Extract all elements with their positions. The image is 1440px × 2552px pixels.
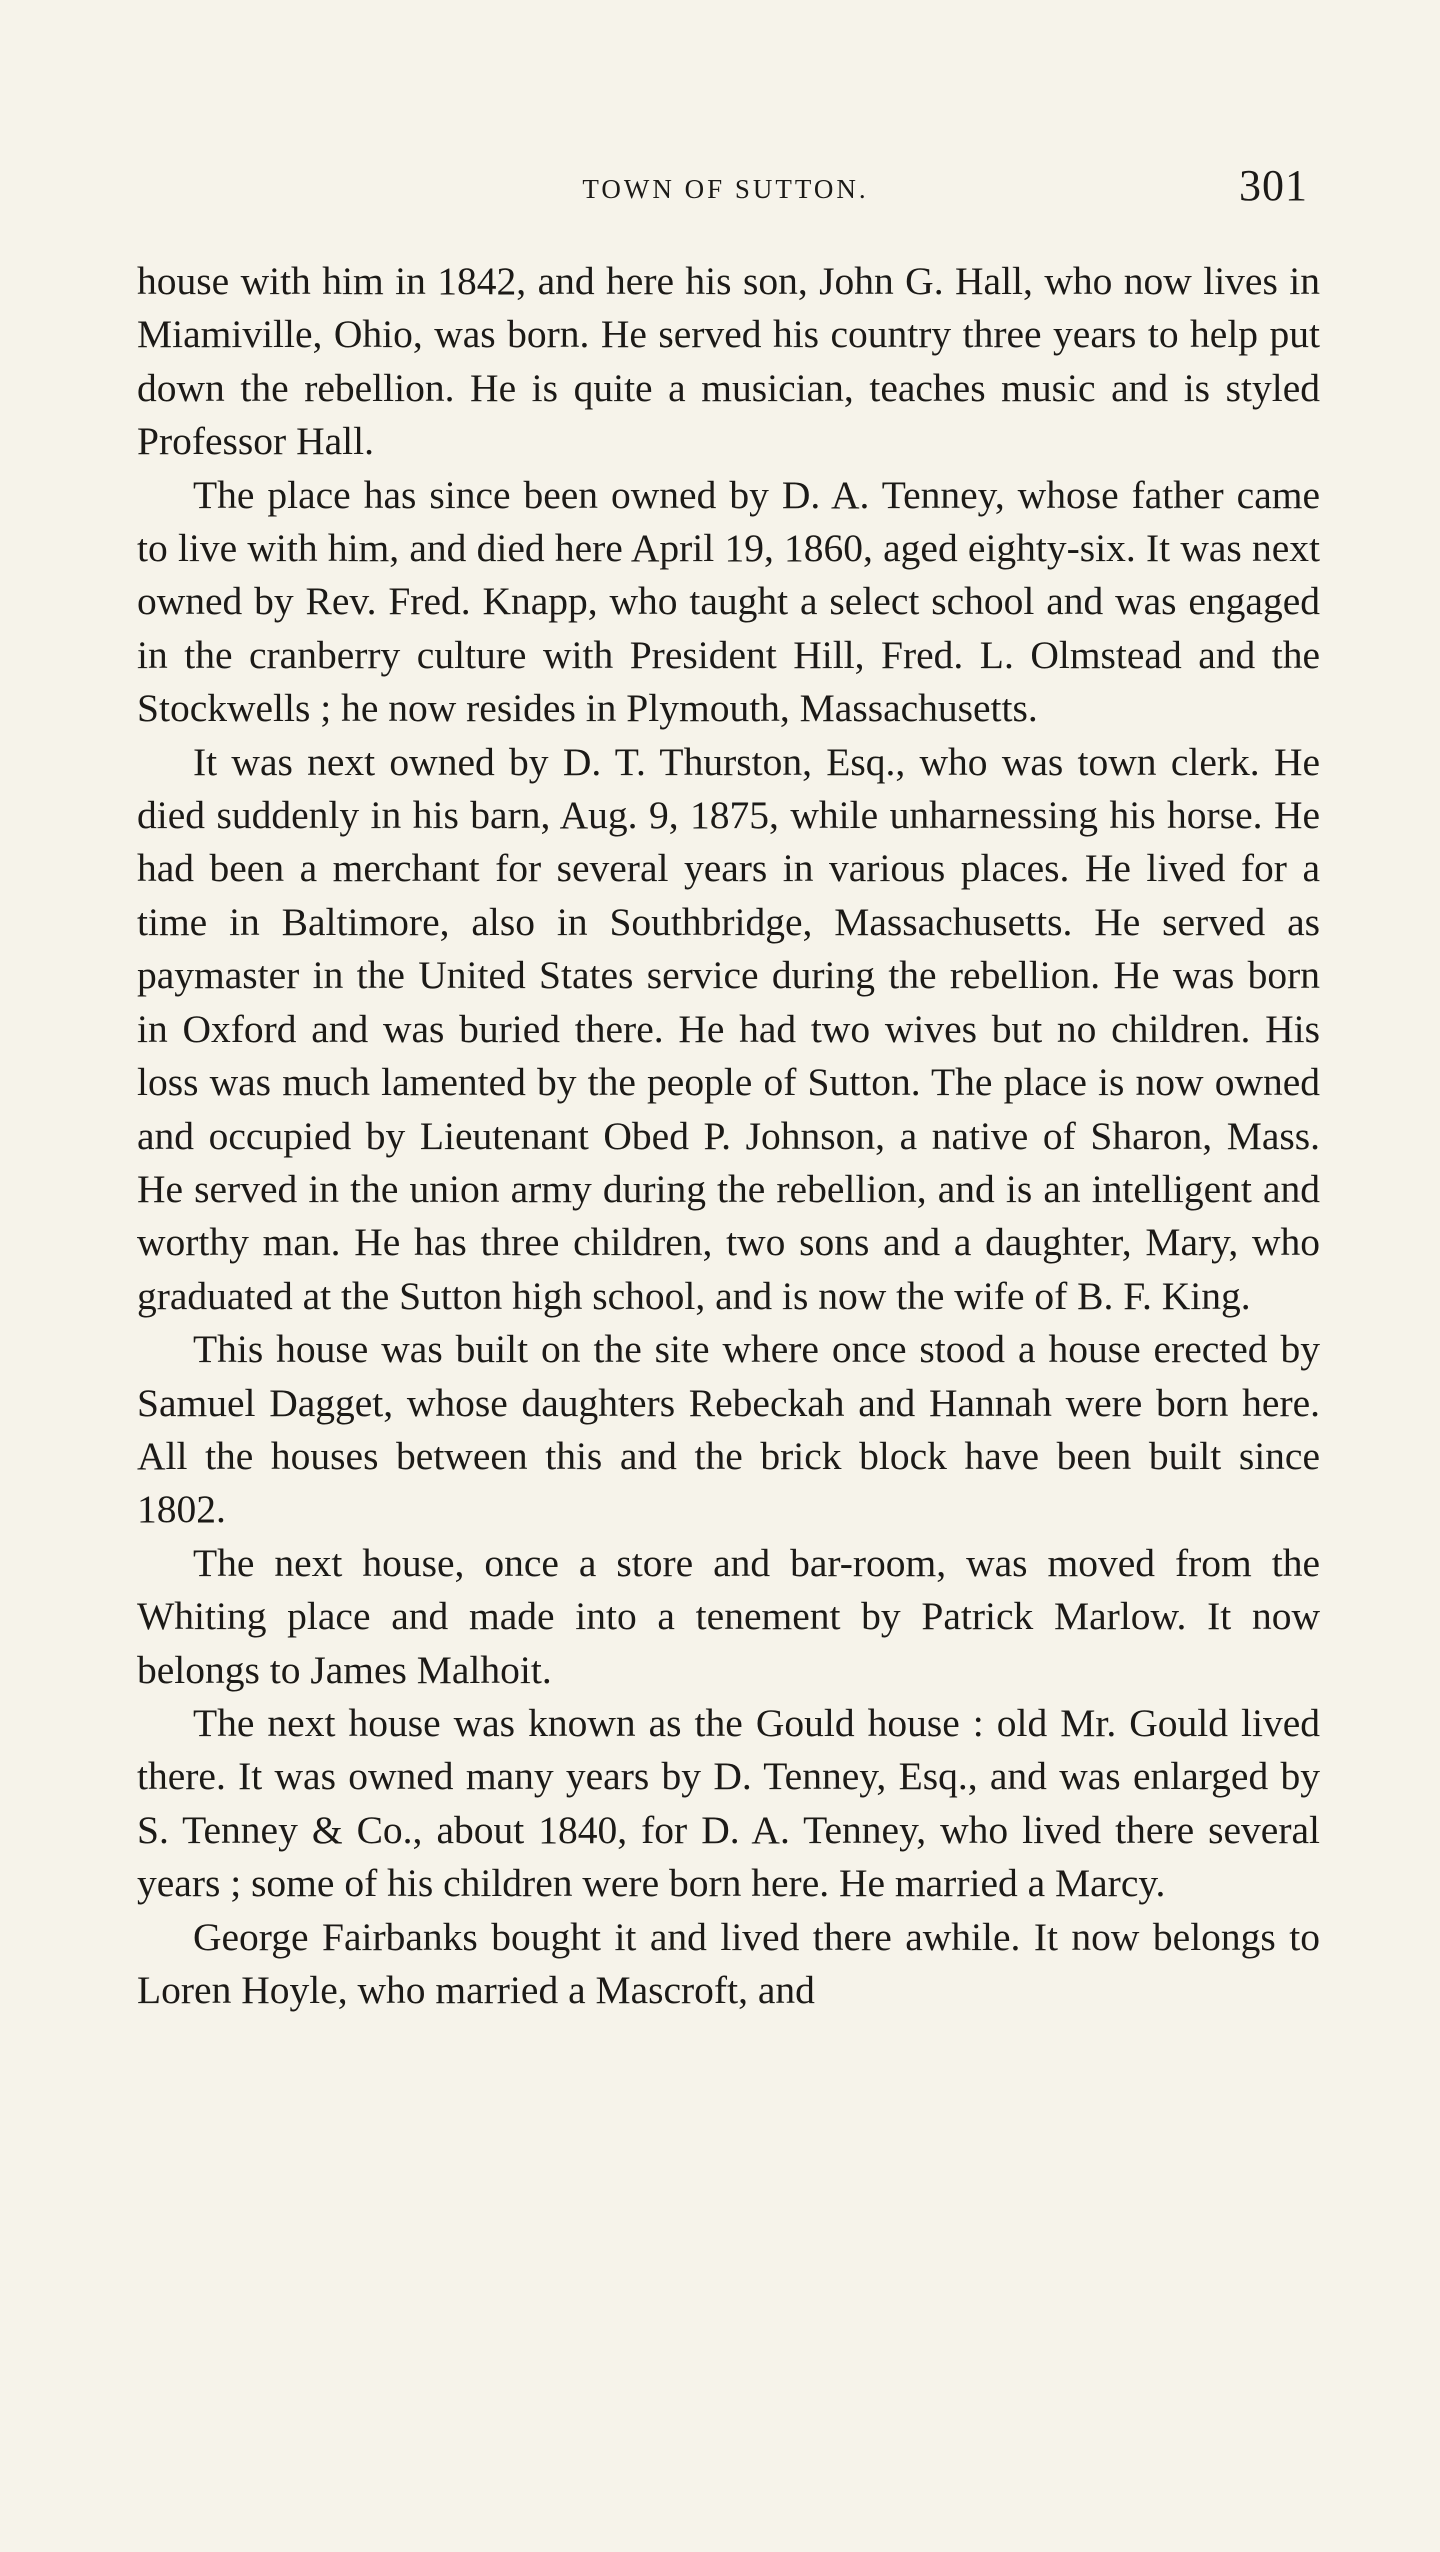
paragraph-4: This house was built on the site where once stood a house erected by Samuel Dagget, whose daughters Rebeckah and Hannah were born here. All the houses between this and the brick block have been built since 1802.: [137, 1327, 1320, 1532]
paragraph-7: George Fairbanks bought it and lived there awhile. It now belongs to Loren Hoyle, who married a Mascroft, and: [137, 1914, 1320, 2012]
paragraph-3: It was next owned by D. T. Thurston, Esq., who was town clerk. He died suddenly in his barn, Aug. 9, 1875, while unharnessing his horse. He had been a merchant for several years in various places. He lived for a time in Baltimore, also in Southbridge, Massachusetts. He served as paymaster in the United States service during the rebellion. He was born in Oxford and was buried there. He had two wives but no children. His loss was much lamented by the people of Sutton. The place is now owned and occupied by Lieutenant Obed P. Johnson, a native of Sharon, Mass. He served in the union army during the rebellion, and is an intelligent and worthy man. He has three children, two sons and a daughter, Mary, who graduated at the Sutton high school, and is now the wife of B. F. King.: [137, 739, 1320, 1318]
paragraph-5: The next house, once a store and bar-room, was moved from the Whiting place and made into a tenement by Patrick Marlow. It now belongs to James Malhoit.: [137, 1540, 1320, 1692]
paragraph-6: The next house was known as the Gould house : old Mr. Gould lived there. It was owned many years by D. Tenney, Esq., and was enlarged by S. Tenney & Co., about 1840, for D. A. Tenney, who lived there several years ; some of his children were born here. He married a Marcy.: [137, 1700, 1320, 1906]
paragraph-2: The place has since been owned by D. A. Tenney, whose father came to live with him, and died here April 19, 1860, aged eighty-six. It was next owned by Rev. Fred. Knapp, who taught a select school and was engaged in the cranberry culture with President Hill, Fred. L. Olmstead and the Stockwells ; he now resides in Plymouth, Massachusetts.: [137, 472, 1320, 731]
running-title: TOWN OF SUTTON.: [582, 174, 869, 204]
body-text: [137, 255, 1320, 2017]
paragraph-1: house with him in 1842, and here his son, John G. Hall, who now lives in Miamiville, Ohio, was born. He served his country three years to help put down the rebellion. He is quite a musician, teaches music and is styled Professor Hall.: [137, 259, 1320, 464]
running-head: [133, 160, 1318, 220]
page-number: 301: [1239, 161, 1308, 210]
